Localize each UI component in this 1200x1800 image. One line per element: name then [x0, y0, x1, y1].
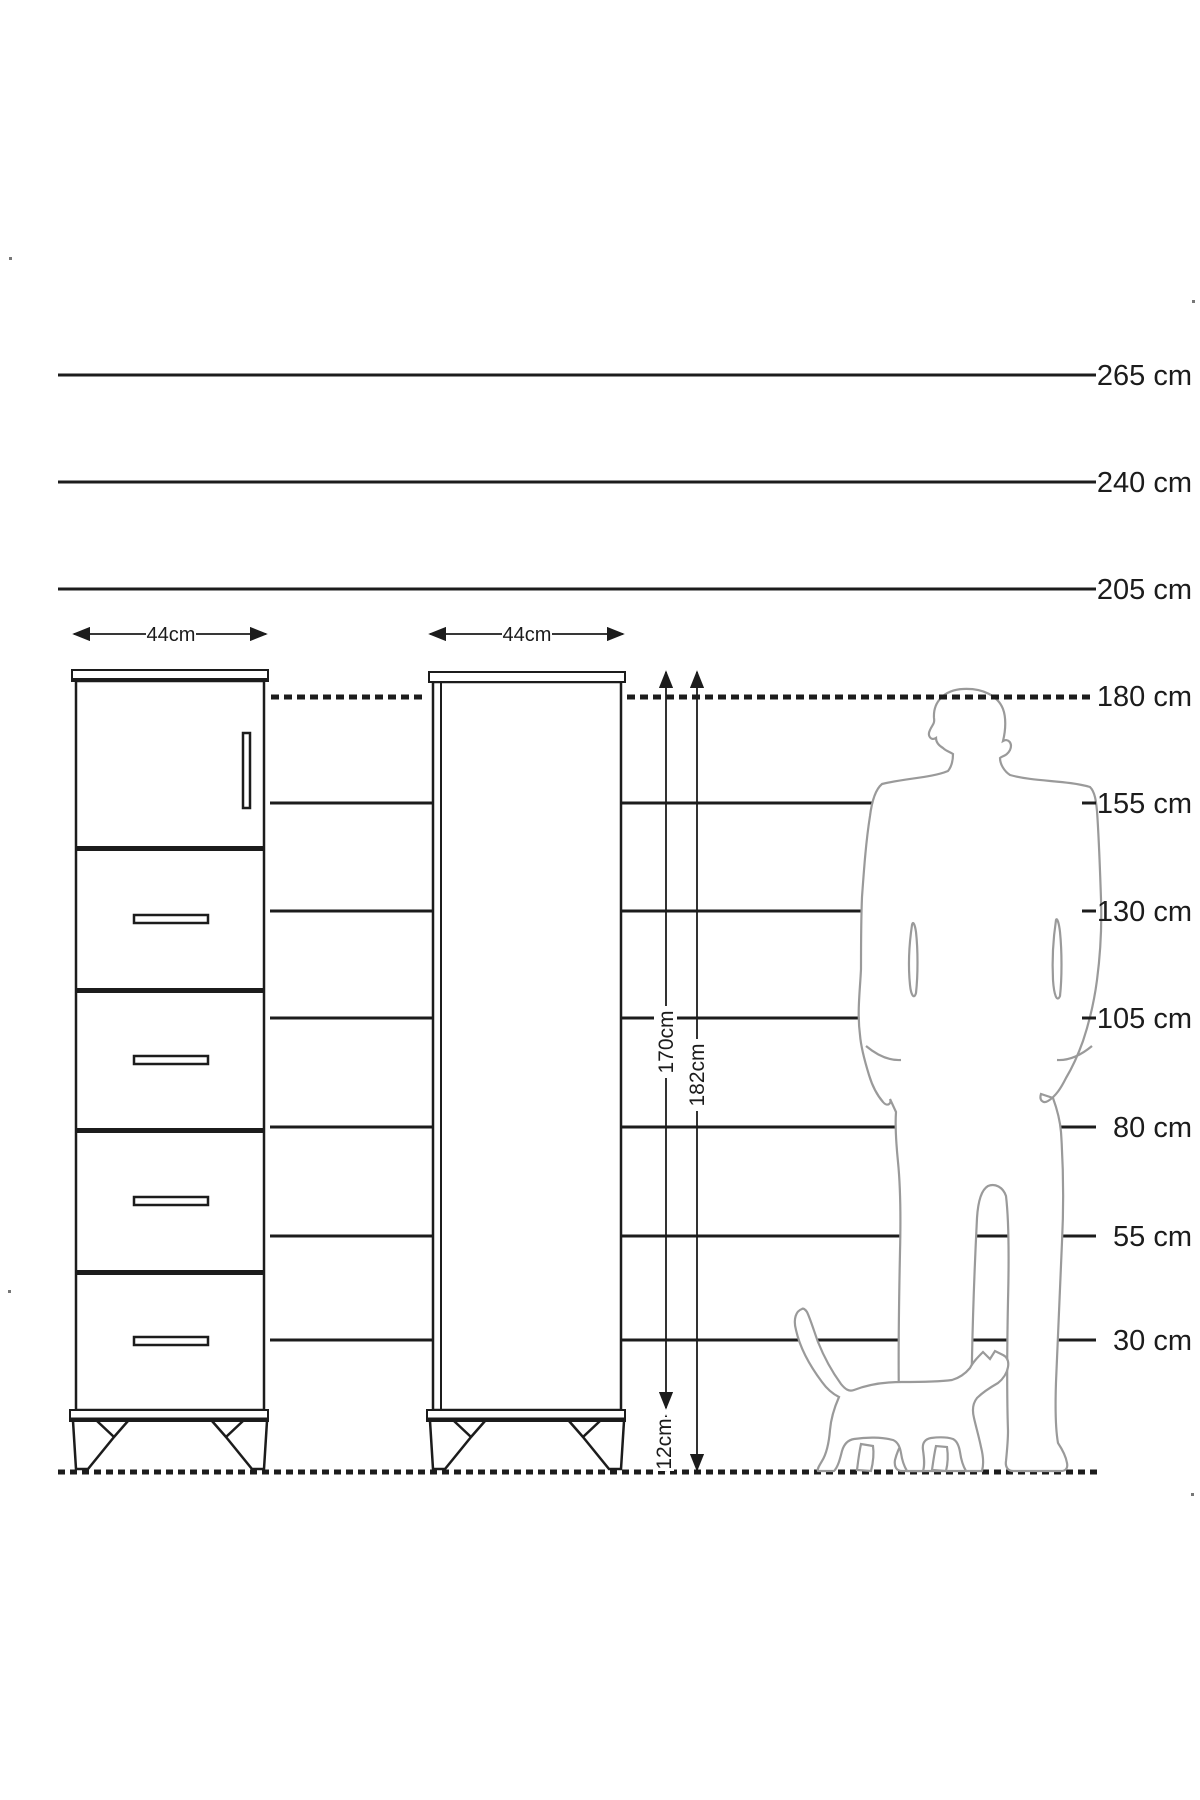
left-width-dimension [74, 621, 266, 646]
left-cabinet-door-handle [243, 733, 250, 808]
height-label-80: 80 cm [1113, 1112, 1192, 1144]
drawer-handle-3 [134, 1197, 208, 1205]
body-height-dimension [654, 672, 678, 1408]
total-height-label: 182cm [686, 1043, 709, 1107]
right-width-label: 44cm [502, 624, 552, 646]
drawer-handle-2 [134, 1056, 208, 1064]
right-width-dimension [430, 621, 623, 646]
drawer-handle-4 [134, 1337, 208, 1345]
leg-height-dimension [653, 1416, 676, 1471]
right-cabinet-legs [430, 1421, 624, 1469]
man-left-arm-gap [909, 923, 918, 996]
height-label-130: 130 cm [1096, 896, 1192, 928]
right-cabinet [427, 672, 625, 1469]
leg-height-label: 12cm [653, 1418, 676, 1470]
height-label-55: 55 cm [1113, 1221, 1192, 1253]
body-height-label: 170cm [655, 1010, 678, 1074]
right-cabinet-top-panel [429, 672, 625, 682]
drawer-handle-1 [134, 915, 208, 923]
height-label-105: 105 cm [1096, 1003, 1192, 1035]
height-label-30: 30 cm [1113, 1325, 1192, 1357]
right-cabinet-body [433, 682, 621, 1410]
total-height-dimension [685, 672, 709, 1470]
left-cabinet [70, 670, 268, 1469]
height-label-240: 240 cm [1096, 467, 1192, 499]
height-label-155: 155 cm [1096, 788, 1192, 820]
height-label-265: 265 cm [1096, 360, 1192, 392]
man-right-arm-gap [1053, 919, 1062, 998]
height-marker-labels [1097, 360, 1192, 1357]
left-width-label: 44cm [146, 624, 196, 646]
cat-far-hind-paw [857, 1444, 873, 1471]
left-cabinet-body [76, 681, 264, 1410]
cat-far-front-paw [932, 1446, 948, 1471]
height-label-180: 180 cm [1096, 681, 1192, 713]
height-label-205: 205 cm [1096, 574, 1192, 606]
left-cabinet-legs [73, 1421, 267, 1469]
